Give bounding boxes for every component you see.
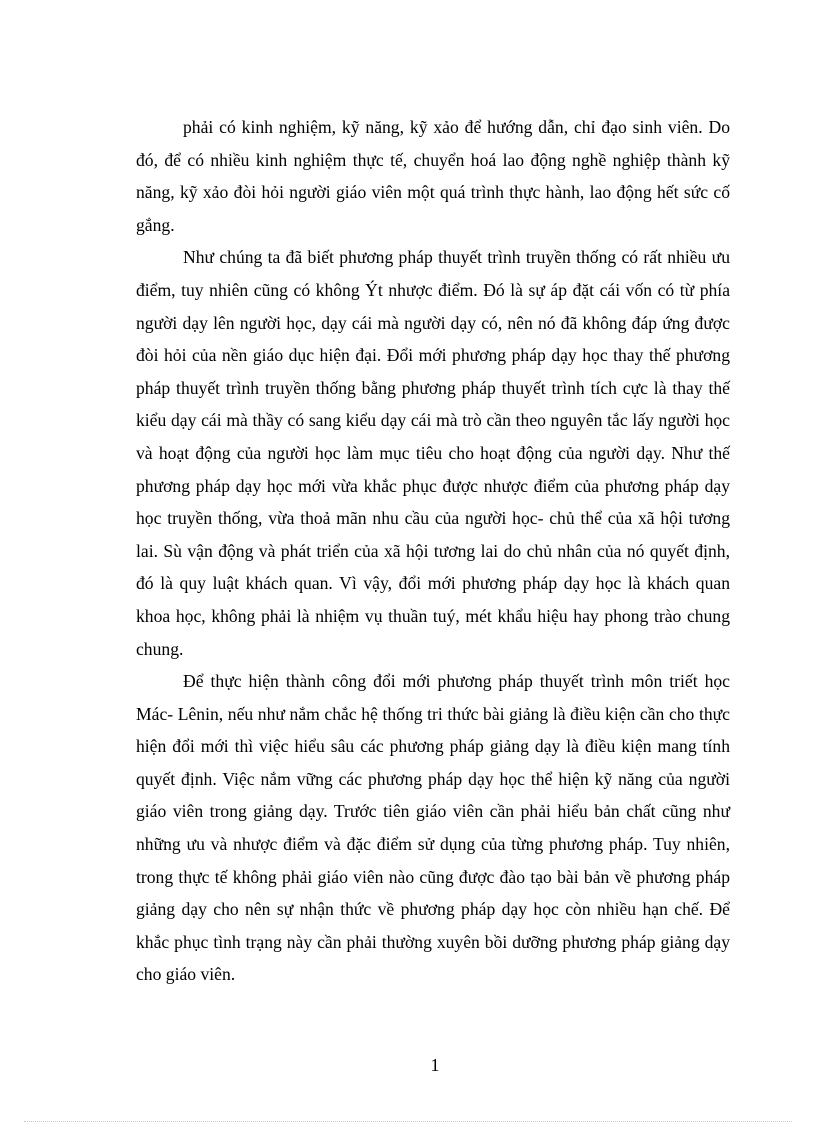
paragraph-2: Như chúng ta đã biết phương pháp thuyết trình truyền thống có rất nhiều ưu điểm, tuy nhiên cũng có không Ýt nhược điểm. Đó là sự áp đặt cái vốn có từ phía người dạy lên người học, dạy cái mà người dạy có, nên nó đã không đáp ứng được đòi hỏi của nền giáo dục hiện đại. Đổi mới phương pháp dạy học thay thế phương pháp thuyết trình truyền thống bằng phương pháp thuyết trình tích cực là thay thế kiểu dạy cái mà thầy có sang kiểu dạy cái mà trò cần theo nguyên tắc lấy người học và hoạt động của người học làm mục tiêu cho hoạt động của người dạy. Như thế phương pháp dạy học mới vừa khắc phục được nhược điểm của phương pháp dạy học truyền thống, vừa thoả mãn nhu cầu của người học- chủ thể của xã hội tương lai. Sù vận động và phát triển của xã hội tương lai do chủ nhân của nó quyết định, đó là quy luật khách quan. Vì vậy, đổi mới phương pháp dạy học là khách quan khoa học, không phải là nhiệm vụ thuần tuý, mét khẩu hiệu hay phong trào chung chung. xyxy=(136,247,730,659)
page-number: 1 xyxy=(430,1055,440,1075)
page-bottom-divider xyxy=(24,1121,792,1122)
paragraph-1: phải có kinh nghiệm, kỹ năng, kỹ xảo để hướng dẫn, chỉ đạo sinh viên. Do đó, để có nhiều kinh nghiệm thực tế, chuyển hoá lao động nghề nghiệp thành kỹ năng, kỹ xảo đòi hỏi người giáo viên một quá trình thực hành, lao động hết sức cố gắng. xyxy=(136,117,730,235)
paragraph-3: Để thực hiện thành công đổi mới phương pháp thuyết trình môn triết học Mác- Lênin, nếu như nắm chắc hệ thống tri thức bài giảng là điều kiện cần cho thực hiện đổi mới thì việc hiểu sâu các phương pháp giảng dạy là điều kiện mang tính quyết định. Việc nắm vững các phương pháp dạy học thể hiện kỹ năng của người giáo viên trong giảng dạy. Trước tiên giáo viên cần phải hiểu bản chất cũng như những ưu và nhược điểm và đặc điểm sử dụng của từng phương pháp. Tuy nhiên, trong thực tế không phải giáo viên nào cũng được đào tạo bài bản về phương pháp giảng dạy cho nên sự nhận thức về phương pháp dạy học còn nhiều hạn chế. Để khắc phục tình trạng này cần phải thường xuyên bồi dưỡng phương pháp giảng dạy cho giáo viên. xyxy=(136,671,730,985)
body-text xyxy=(136,111,730,991)
